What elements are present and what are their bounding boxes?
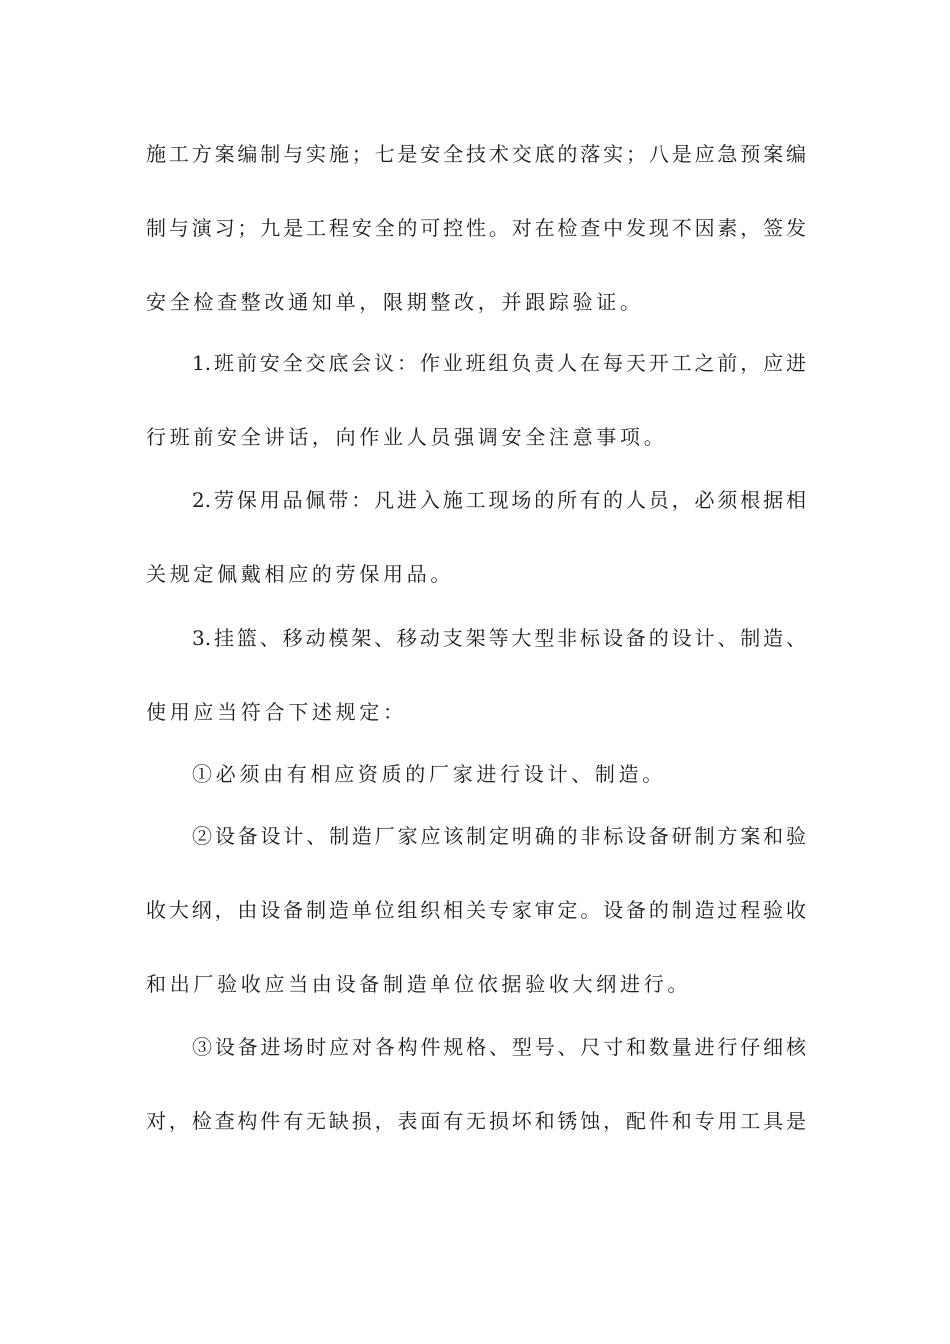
text-line: 收大纲，由设备制造单位组织相关专家审定。设备的制造过程验收	[146, 898, 806, 922]
text-line: ②设备设计、制造厂家应该制定明确的非标设备研制方案和验	[192, 824, 806, 848]
text-line: 3.挂篮、移动模架、移动支架等大型非标设备的设计、制造、	[192, 626, 806, 650]
text-line: 2.劳保用品佩带：凡进入施工现场的所有的人员，必须根据相	[192, 488, 806, 512]
text-line: 制与演习；九是工程安全的可控性。对在检查中发现不因素，签发	[146, 216, 806, 240]
text-line: 对，检查构件有无缺损，表面有无损坏和锈蚀，配件和专用工具是	[146, 1109, 806, 1133]
text-line: 施工方案编制与实施；七是安全技术交底的落实；八是应急预案编	[146, 142, 806, 166]
text-line: ③设备进场时应对各构件规格、型号、尺寸和数量进行仔细核	[192, 1035, 806, 1059]
text-line: 使用应当符合下述规定：	[146, 700, 407, 724]
text-line: ①必须由有相应资质的厂家进行设计、制造。	[192, 762, 666, 786]
text-line: 关规定佩戴相应的劳保用品。	[146, 562, 455, 586]
text-line: 安全检查整改通知单，限期整改，并跟踪验证。	[146, 290, 644, 314]
text-line: 行班前安全讲话，向作业人员强调安全注意事项。	[146, 425, 668, 449]
text-line: 和出厂验收应当由设备制造单位依据验收大纲进行。	[146, 972, 692, 996]
text-line: 1.班前安全交底会议：作业班组负责人在每天开工之前，应进	[192, 351, 806, 375]
